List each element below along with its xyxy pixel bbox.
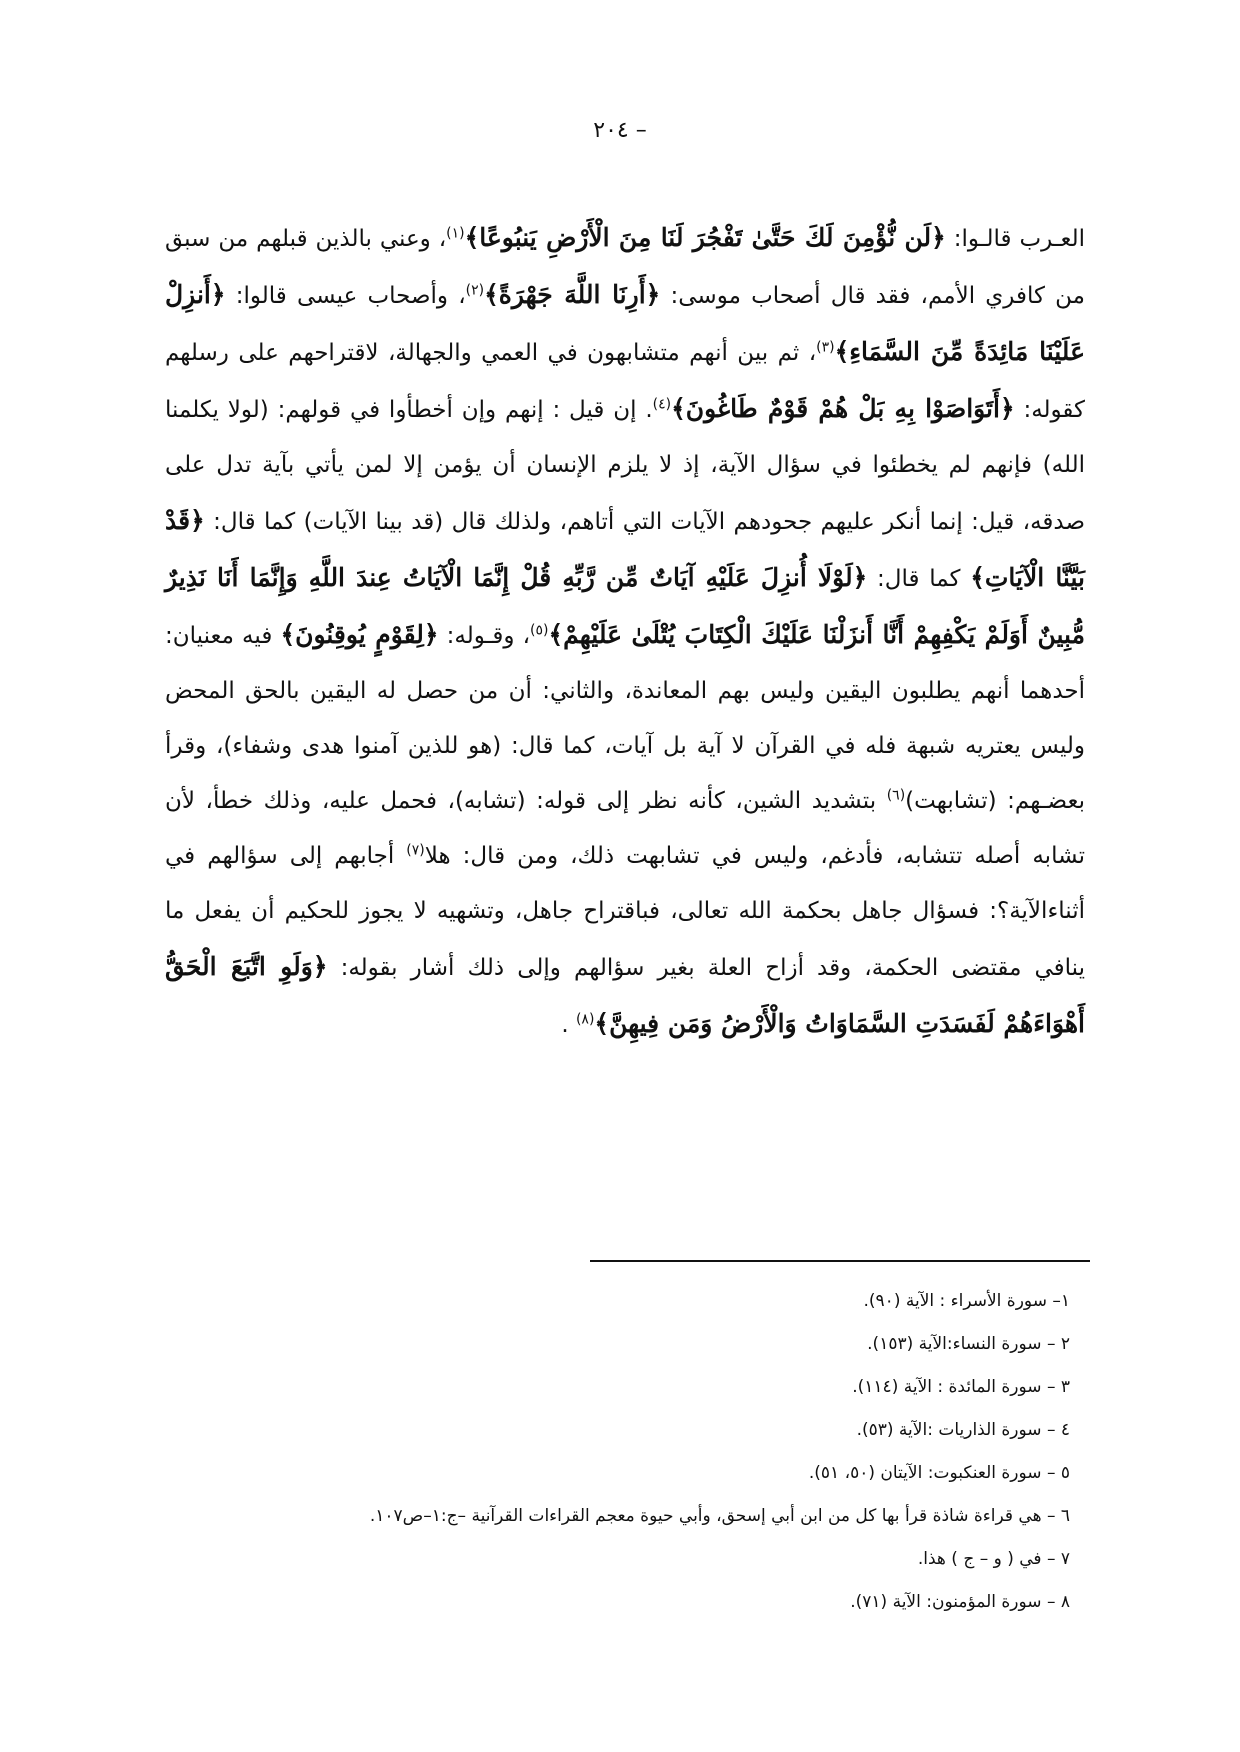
- quran-verse: ﴿لِقَوْمٍ يُوقِنُونَ﴾: [280, 620, 439, 649]
- footnote-ref: (٣): [816, 339, 835, 356]
- footnote-item: ٧ – في ( و – ج ) هذا.: [917, 1549, 1070, 1569]
- text-segment: ، وقـوله:: [438, 623, 531, 649]
- quran-verse: ﴿وَلَوِ اتَّبَعَ الْحَقُّ أَهْوَاءَهُمْ لَفَسَدَتِ السَّمَاوَاتُ وَالْأَرْضُ وَمَن فِيهِنَّ﴾: [165, 952, 1085, 1038]
- footnote-item: ٨ – سورة المؤمنون: الآية (٧١).: [850, 1592, 1070, 1612]
- text-segment: كما قال:: [867, 566, 971, 592]
- footnote-item: ٥ – سورة العنكبوت: الآيتان (٥٠، ٥١).: [808, 1463, 1070, 1483]
- footnote-item: ١– سورة الأسراء : الآية (٩٠).: [863, 1291, 1070, 1311]
- quran-verse: ﴿أَتَوَاصَوْا بِهِ بَلْ هُمْ قَوْمٌ طَاغُونَ﴾: [671, 394, 1015, 423]
- footnote-ref: (٥): [530, 622, 549, 639]
- text-segment: ، ثم بين أنهم متشابهون في العمي والجهالة، لاقتراحهم على رسلهم كقوله:: [165, 340, 1086, 423]
- text-segment: .: [561, 1012, 576, 1038]
- footnote-divider: [590, 1260, 1090, 1262]
- quran-verse: ﴿لَوْلَا أُنزِلَ عَلَيْهِ آيَاتٌ مِّن رَّبِّهِ قُلْ إِنَّمَا الْآيَاتُ عِندَ اللَّهِ وَإِنَّمَا أَنَا نَذِيرٌ مُّبِينٌ أَوَلَمْ يَكْفِهِمْ أَنَّا أَنزَلْنَا عَلَيْكَ الْكِتَابَ يُتْلَىٰ عَلَيْهِمْ﴾: [165, 563, 1085, 649]
- footnote-item: ٦ – هي قراءة شاذة قرأ بها كل من ابن أبي إسحق، وأبي حيوة معجم القراءات القرآنية –ج:١–ص١٠٧.: [369, 1506, 1070, 1526]
- footnote-ref: (٦): [886, 787, 906, 804]
- page-number: – ٢٠٤: [593, 118, 647, 143]
- text-segment: ، وعني بالذين قبلهم من سبق من كافري الأمم، فقد قال أصحاب موسى:: [165, 226, 1085, 309]
- footnote-ref: (٢): [465, 282, 485, 299]
- text-segment: العـرب قالـوا:: [945, 226, 1086, 252]
- footnote-ref: (٧): [406, 842, 425, 859]
- quran-verse: ﴿أَنزِلْ عَلَيْنَا مَائِدَةً مِّنَ السَّمَاءِ﴾: [165, 280, 1085, 366]
- footnote-item: ٤ – سورة الذاريات :الآية (٥٣).: [856, 1420, 1070, 1440]
- text-segment: . إن قيل : إنهم وإن أخطأوا في قولهم: (لولا يكلمنا الله) فإنهم لم يخطئوا في سؤال الآية، إذ لا يلزم الإنسان أن يؤمن إلا لمن يأتي بآية تدل على صدقه، قيل: إنما أنكر عليهم جحودهم الآيات التي أتاهم، ولذلك قال (قد بينا الآيات) كما قال:: [165, 397, 1085, 535]
- footnote-item: ٢ – سورة النساء:الآية (١٥٣).: [867, 1334, 1070, 1354]
- text-segment: فيه معنيان: أحدهما أنهم يطلبون اليقين وليس بهم المعاندة، والثاني: أن من حصل له اليقين بالحق المحض وليس يعتريه شبهة فله في القرآن لا آية بل آيات، كما قال: (هو للذين آمنوا هدى وشفاء)، وقرأ بعضـهم: (تشابهت): [165, 623, 1085, 814]
- quran-verse: ﴿قَدْ بَيَّنَّا الْآيَاتِ﴾: [165, 506, 1085, 592]
- footnote-ref: (١): [446, 225, 465, 242]
- text-segment: ، وأصحاب عيسى قالوا:: [225, 283, 466, 309]
- quran-verse: ﴿أَرِنَا اللَّهَ جَهْرَةً﴾: [484, 280, 661, 309]
- text-segment: أجابهم إلى سؤالهم في أثناءالآية؟: فسؤال جاهل بحكمة الله تعالى، فباقتراح جاهل، وتشهيه لا يجوز للحكيم أن يفعل ما ينافي مقتضى الحكمة، وقد أزاح العلة بغير سؤالهم وإلى ذلك أشار بقوله:: [165, 843, 1085, 981]
- footnote-item: ٣ – سورة المائدة : الآية (١١٤).: [852, 1377, 1070, 1397]
- footnote-ref: (٤): [652, 396, 672, 413]
- text-segment: بتشديد الشين، كأنه نظر إلى قوله: (تشابه)، فحمل عليه، وذلك خطأ، لأن تشابه أصله تتشابه، فأدغم، وليس في تشابهت ذلك، ومن قال: هلا: [165, 788, 1085, 869]
- main-paragraph: [165, 210, 1085, 1053]
- footnotes-list: [170, 1280, 1070, 1624]
- quran-verse: ﴿لَن نُّؤْمِنَ لَكَ حَتَّىٰ تَفْجُرَ لَنَا مِنَ الْأَرْضِ يَنبُوعًا﴾: [464, 223, 946, 252]
- footnote-ref: (٨): [575, 1011, 595, 1028]
